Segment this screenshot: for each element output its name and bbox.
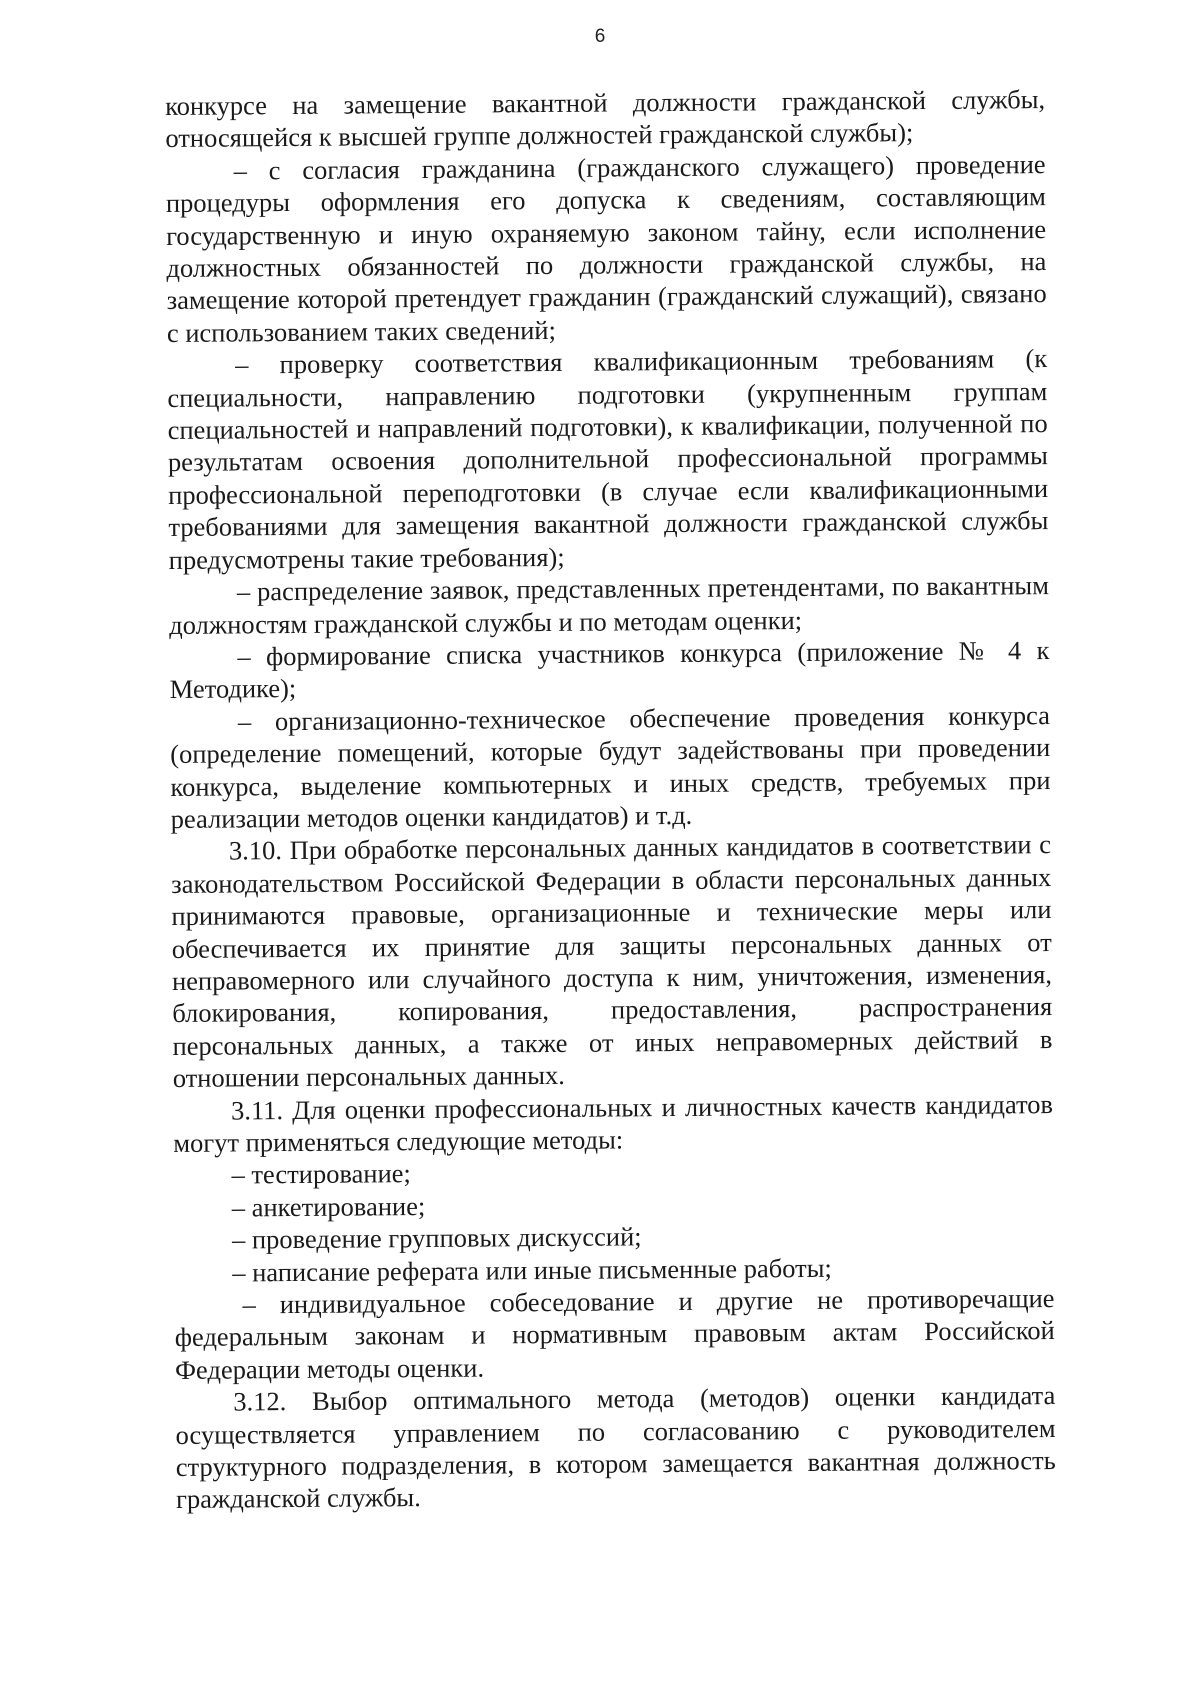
paragraph-3-11: 3.11. Для оценки профессиональных и личностных качеств кандидатов могут применяться следующие методы:: [173, 1088, 1054, 1158]
paragraph-technical-support: – организационно-техническое обеспечение проведения конкурса (определение помещений, которые будут задействованы при проведении конкурса, выделение компьютерных и иных средств, требуемых при реализации методов оценки кандидатов) и т.д.: [170, 699, 1051, 834]
list-item-group-discussions: – проведение групповых дискуссий;: [231, 1221, 642, 1255]
paragraph-3-12: 3.12. Выбор оптимального метода (методов) оценки кандидата осуществляется управлением по согласованию с руководителем структурного подразделения, в котором замещается вакантная должность гражданской службы.: [175, 1380, 1056, 1515]
paragraph-qualification-check: – проверку соответствия квалификационным требованиям (к специальности, направлению подготовки (укрупненным группам специальностей и направлений подготовки), к квалификации, полученной по результатам освоения дополнительной профессиональной программы профессиональной переподготовки (в случае если квалификационными требованиями для замещения вакантной должности гражданской службы предусмотрены такие требования);: [167, 343, 1049, 575]
paragraph-continuation: конкурсе на замещение вакантной должности гражданской службы, относящейся к высшей группе должностей гражданской службы);: [165, 84, 1046, 154]
paragraph-participants-list: – формирование списка участников конкурса (приложение № 4 к Методике);: [169, 634, 1050, 705]
paragraph-security-clearance: – с согласия гражданина (гражданского служащего) проведение процедуры оформления его допуска к сведениям, составляющим государственную и иную охраняемую законом тайну, если исполнение должностных обязанностей по должности гражданской службы, на замещение которой претендует гражданин (гражданский служащий), связано с использованием таких сведений;: [165, 148, 1047, 348]
page-number: 6: [594, 26, 606, 47]
paragraph-applications-distribution: – распределение заявок, представленных претендентами, по вакантным должностям гражданской службы и по методам оценки;: [169, 570, 1050, 640]
paragraph-3-10: 3.10. При обработке персональных данных кандидатов в соответствии с законодательством Российской Федерации в области персональных данных принимаются правовые, организационные и технические меры или обеспечивается их принятие для защиты персональных данных от неправомерного или случайного доступа к ним, уничтожения, изменения, блокирования, копирования, предоставления, распространения персональных данных, а также от иных неправомерных действий в отношении персональных данных.: [171, 829, 1053, 1094]
list-item-questionnaire: – анкетирование;: [231, 1190, 426, 1223]
list-item-testing: – тестирование;: [231, 1158, 411, 1190]
document-body: [165, 83, 1056, 1516]
list-item-essay: – написание реферата или иные письменные работы;: [232, 1252, 832, 1288]
paragraph-interview: – индивидуальное собеседование и другие не противоречащие федеральным законам и нормативным правовым актам Российской Федерации методы оценки.: [174, 1283, 1055, 1385]
